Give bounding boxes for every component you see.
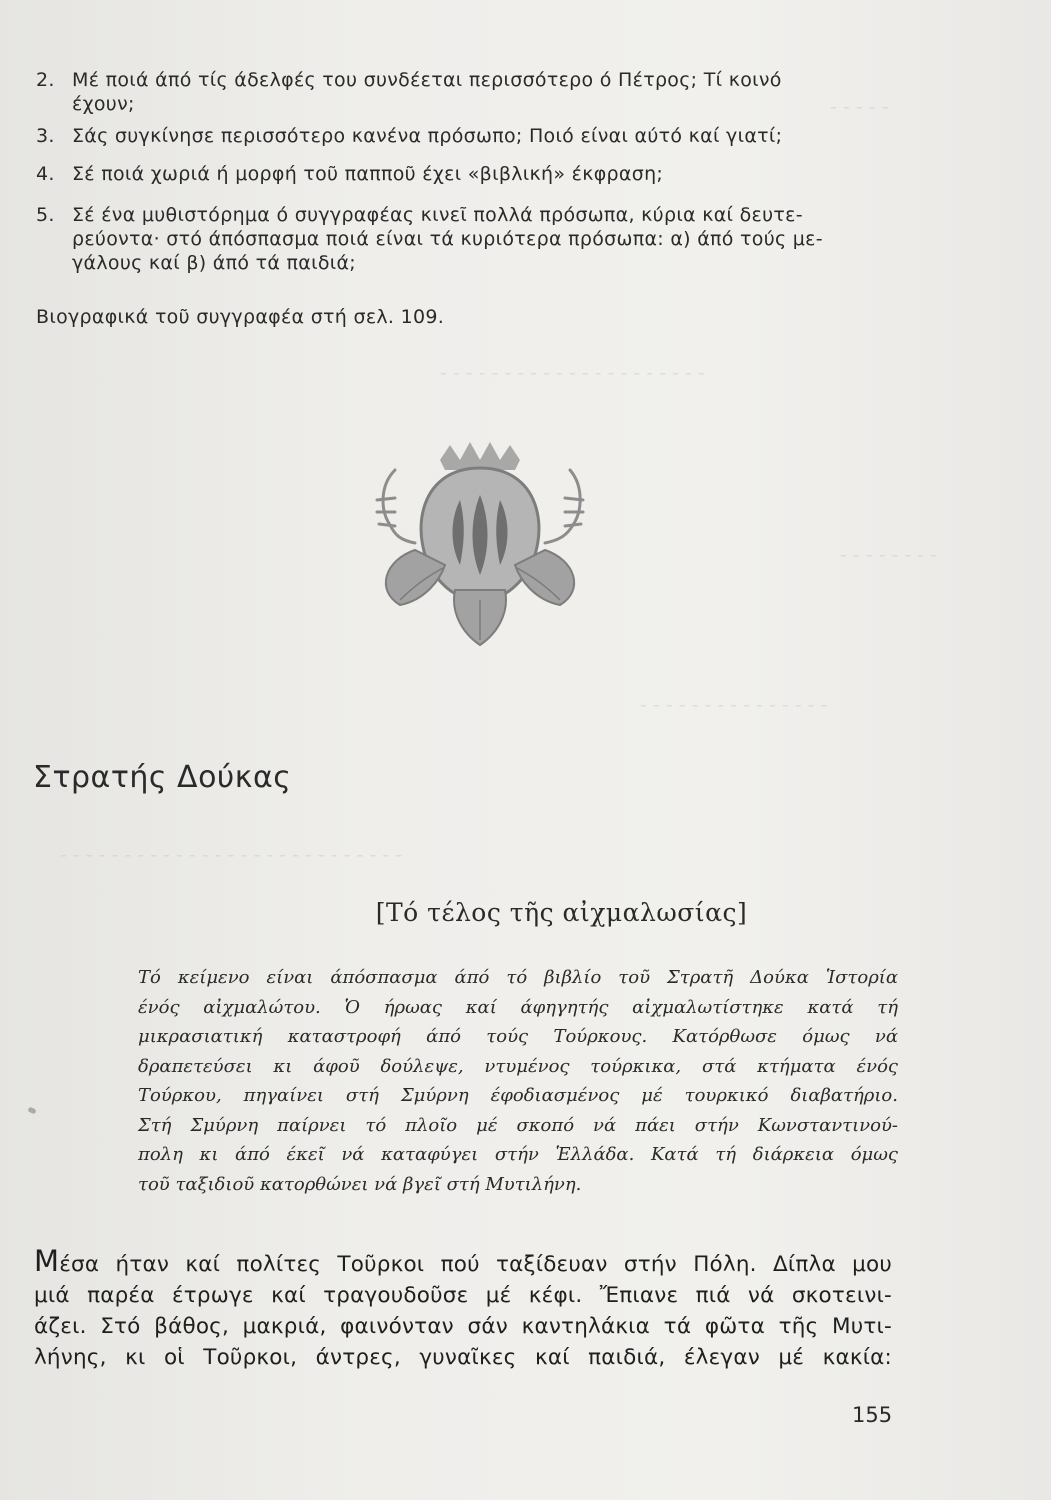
question-text: ρεύοντα· στό άπόσπασμα ποιά είναι τά κυριότερα πρόσωπα: α) άπό τούς με-: [72, 228, 823, 250]
bio-note: Βιογραφικά τοῦ συγγραφέα στή σελ. 109.: [36, 306, 445, 328]
question-2: [36, 68, 916, 116]
intro-line: τοῦ ταξιδιοῦ κατορθώνει νά βγεῖ στή Μυτιλήνη.: [138, 1173, 582, 1195]
chapter-title: [0, 898, 1051, 927]
intro-line: Τούρκου, πηγαίνει στή Σμύρνη έφοδιασμένος μέ τουρκικό διαβατήριο.: [138, 1085, 898, 1106]
body-line: [34, 1246, 892, 1280]
question-4: [36, 162, 916, 186]
body-line: άζει. Στό βάθος, μακριά, φαινόνταν σάν καντηλάκια τά φῶτα τῆς Μυτι-: [34, 1314, 892, 1339]
question-text: γάλους καί β) άπό τά παιδιά;: [72, 252, 356, 274]
question-text: Μέ ποιά άπό τίς άδελφές του συνδέεται περισσότερο ό Πέτρος; Τί κοινό: [72, 69, 782, 91]
body-line: λήνης, κι οἱ Τοῦρκοι, άντρες, γυναῖκες καί παιδιά, έλεγαν μέ κακία:: [34, 1345, 892, 1370]
page-number: 155: [852, 1403, 893, 1427]
question-number: 3.: [36, 125, 55, 147]
chapter-title-text: [Τό τέλος τῆς αἰχμαλωσίας]: [375, 898, 748, 927]
intro-line: δραπετεύσει κι άφοῦ δούλεψε, ντυμένος τούρκικα, στά κτήματα ένός: [138, 1055, 898, 1077]
question-number: 5.: [36, 204, 55, 226]
author-name: Στρατής Δούκας: [33, 760, 292, 795]
question-5: [36, 203, 916, 275]
intro-line: μικρασιατική καταστροφή άπό τούς Τούρκους. Κατόρθωσε όμως νά: [138, 1026, 898, 1047]
question-text: Σάς συγκίνησε περισσότερο κανένα πρόσωπο; Ποιό είναι αύτό καί γιατί;: [72, 125, 783, 147]
drop-cap: Μ: [34, 1244, 60, 1278]
paper-speck: [27, 1107, 36, 1115]
pomegranate-ornament-icon: [355, 440, 605, 650]
intro-line: πολη κι άπό έκεῖ νά καταφύγει στήν Ἑλλάδα. Κατά τή διάρκεια όμως: [138, 1144, 898, 1165]
introduction-paragraph: [138, 963, 898, 1199]
body-line-text: έσα ήταν καί πολίτες Τοῦρκοι πού ταξίδευαν στήν Πόλη. Δίπλα μου: [59, 1252, 892, 1277]
body-line: μιά παρέα έτρωγε καί τραγουδοῦσε μέ κέφι. Ἔπιανε πιά νά σκοτεινι-: [34, 1283, 892, 1308]
intro-line: ένός αἰχμαλώτου. Ὁ ήρωας καί άφηγητής αἰχμαλωτίστηκε κατά τή: [138, 996, 898, 1018]
question-text: Σέ ποιά χωριά ή μορφή τοῦ παπποῦ έχει «βιβλική» έκφραση;: [72, 163, 664, 185]
intro-line: Τό κείμενο είναι άπόσπασμα άπό τό βιβλίο τοῦ Στρατῆ Δούκα Ἱστορία: [138, 967, 898, 988]
question-number: 4.: [36, 163, 55, 185]
question-number: 2.: [36, 69, 55, 91]
book-page: - - - - - - - - - - - - - - - - - - - - - - - - - - - - - - - - - - - - - - - - - - - - - - - - - - - - - - - - - - - - - - - - - - - - - - - - - - - - 2. Μέ ποιά άπό τίς άδελφές του συνδέεται περισσότερο ό Πέτρος; Τί κοινό έχουν; 3. Σάς συγκίνησε περισσότερο κανένα πρόσωπο; Ποιό είναι αύτό καί γιατί; 4. Σέ ποιά χωριά ή μορφή τοῦ παπποῦ έχει «βιβλική» έκφραση; 5. Σέ ένα μυθιστόρημα ό συγγραφέας κινεῖ πολλά πρόσωπα, κύρια καί δευτε- ρεύοντα· στό άπόσπασμα ποιά είναι τά κυριότερα πρόσωπα: α) άπό τούς με- γάλους καί β) άπό τά παιδιά; Βιογραφικά τοῦ συγγραφέα στή σελ. 109. Στρατής Δούκας [Τό τέλος τῆς αἰχμαλωσίας] Τό κείμενο είναι άπόσπασμα άπό τό βιβλίο τοῦ Στρατῆ Δούκα Ἱστορία ένός αἰχμαλώτου. Ὁ ήρωας καί άφηγητής αἰχμαλωτίστηκε κατά τή μικρασιατική καταστροφή άπό τούς Τούρκους. Κατόρθωσε όμως νά δραπετεύσει κι άφοῦ δούλεψε, ντυμένος τούρκικα, στά κτήματα ένός Τούρκου, πηγαίνει στή Σμύρνη έφοδιασμένος μέ τουρκικό διαβατήριο. Στή Σμύρνη παίρνει τό πλοῖο μέ σκοπό νά πάει στήν Κωνσταντινού- πολη κι άπό έκεῖ νά καταφύγει στήν Ἑλλάδα. Κατά τή διάρκεια όμως τοῦ ταξιδιοῦ κατορθώνει νά βγεῖ στή Μυτιλήνη. Μέσα ήταν καί πολίτες Τοῦρκοι πού ταξίδευαν στήν Πόλη. Δίπλα μου μιά παρέα έτρωγε καί τραγουδοῦσε μέ κέφι. Ἔπιανε πιά νά σκοτεινι- άζει. Στό βάθος, μακριά, φαινόνταν σάν καντηλάκια τά φῶτα τῆς Μυτι- λήνης, κι οἱ Τοῦρκοι, άντρες, γυναῖκες καί παιδιά, έλεγαν μέ κακία: 155: [0, 0, 1051, 1500]
question-text: έχουν;: [72, 93, 135, 115]
question-text: Σέ ένα μυθιστόρημα ό συγγραφέας κινεῖ πολλά πρόσωπα, κύρια καί δευτε-: [72, 204, 803, 226]
question-3: [36, 124, 916, 148]
intro-line: Στή Σμύρνη παίρνει τό πλοῖο μέ σκοπό νά πάει στήν Κωνσταντινού-: [138, 1114, 898, 1136]
main-text: [34, 1246, 892, 1373]
